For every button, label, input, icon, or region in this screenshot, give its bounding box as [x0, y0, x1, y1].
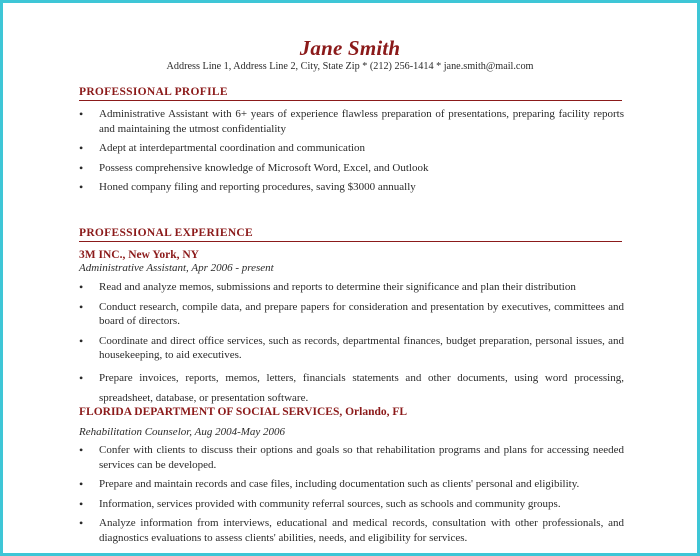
list-item: • Prepare and maintain records and case files, including documentation such as clients' personal and eligibility.	[79, 477, 580, 492]
bullet-icon: •	[79, 496, 84, 511]
list-item: • Analyze information from interviews, educational and medical records, consultation with other professionals, and diagnostics evaluations to assess clients' abilities, needs, and eligibility for services.	[79, 516, 624, 544]
list-item: • Read and analyze memos, submissions and reports to determine their significance and plan their distribution	[79, 280, 576, 294]
bullet-icon: •	[79, 280, 84, 294]
list-item: • Honed company filing and reporting procedures, saving $3000 annually	[79, 180, 416, 195]
profile-bullet-list	[79, 107, 624, 195]
bullet-icon: •	[79, 443, 84, 457]
section-title-experience: PROFESSIONAL EXPERIENCE	[79, 227, 622, 242]
job-bullet-list	[79, 280, 624, 408]
job-bullet-list	[79, 443, 624, 546]
bullet-icon: •	[79, 299, 84, 314]
list-item: • Possess comprehensive knowledge of Microsoft Word, Excel, and Outlook	[79, 160, 429, 175]
list-item: • Administrative Assistant with 6+ years of experience flawless preparation of presentations, preparing facility reports and maintaining the utmost confidentiality	[79, 107, 624, 135]
job-role: Rehabilitation Counselor, Aug 2004-May 2006	[79, 426, 286, 438]
list-item: • Information, services provided with community referral sources, such as schools and community groups.	[79, 496, 561, 511]
bullet-icon: •	[79, 516, 84, 531]
job-company: 3M INC., New York, NY	[79, 249, 199, 261]
bullet-icon: •	[79, 180, 84, 195]
bullet-icon: •	[79, 477, 84, 492]
bullet-icon: •	[79, 370, 84, 385]
resume-name: Jane Smith	[299, 36, 401, 60]
list-item: • Coordinate and direct office services, such as records, departmental finances, budget preparation, personal issues, and housekeeping, to aid executives.	[79, 333, 624, 362]
list-item: • Adept at interdepartmental coordination and communication	[79, 141, 366, 156]
bullet-icon: •	[79, 107, 84, 121]
bullet-icon: •	[79, 141, 84, 156]
bullet-icon: •	[79, 160, 84, 175]
bullet-icon: •	[79, 333, 84, 348]
job-company: FLORIDA DEPARTMENT OF SOCIAL SERVICES, Orlando, FL	[79, 406, 408, 418]
section-title-profile: PROFESSIONAL PROFILE	[79, 86, 622, 101]
list-item: • Prepare invoices, reports, memos, letters, financials statements and other documents, using word processing, spreadsheet, database, or presentation software.	[79, 368, 624, 408]
list-item: • Conduct research, compile data, and prepare papers for consideration and presentation by executives, committees and board of directors.	[79, 299, 624, 328]
job-role: Administrative Assistant, Apr 2006 - present	[79, 262, 274, 274]
contact-line: Address Line 1, Address Line 2, City, State Zip * (212) 256-1414 * jane.smith@mail.com	[166, 61, 534, 72]
list-item: • Confer with clients to discuss their options and goals so that rehabilitation programs and plans for accessing needed services can be developed.	[79, 443, 624, 471]
